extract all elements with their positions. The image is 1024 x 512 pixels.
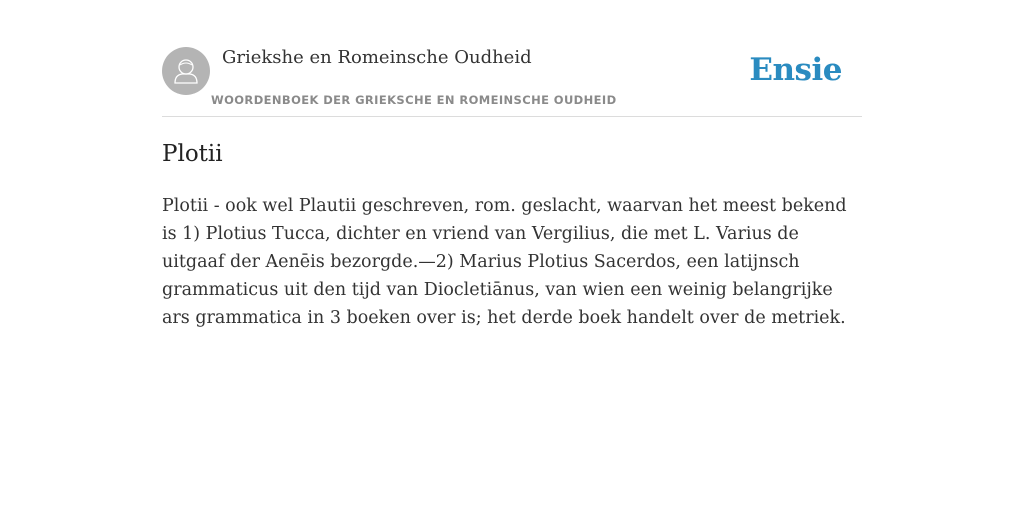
book-title[interactable]: Griekshe en Romeinsche Oudheid <box>222 47 532 68</box>
book-subtitle: WOORDENBOEK DER GRIEKSCHE EN ROMEINSCHE OUDHEID <box>211 93 617 107</box>
page-header <box>162 46 862 117</box>
entry-title: Plotii <box>162 141 223 167</box>
brand-logo[interactable]: Ensie <box>749 52 842 88</box>
avatar[interactable] <box>162 47 210 95</box>
entry-text: Plotii - ook wel Plautii geschreven, rom. geslacht, waarvan het meest bekend is 1) Plotius Tucca, dichter en vriend van Vergilius, die met L. Varius de uitgaaf der Aenēis bezorgde.—2) Marius Plotius Sacerdos, een latijnsch grammaticus uit den tijd van Diocletiānus, van wien een weinig belangrijke ars grammatica in 3 boeken over is; het derde boek handelt over de metriek. <box>162 196 847 328</box>
user-silhouette-icon <box>162 47 210 95</box>
